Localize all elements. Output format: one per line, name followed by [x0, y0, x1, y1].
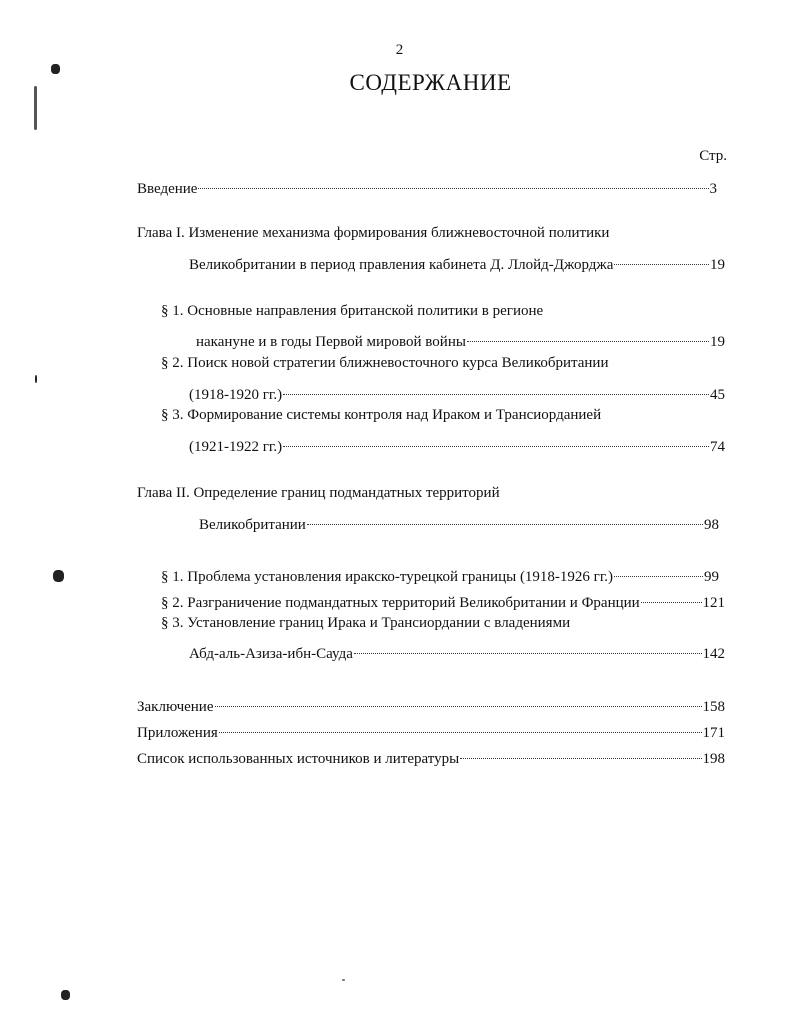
toc-entry-page: 121: [702, 595, 725, 611]
toc-section-1-1-heading: § 1. Основные направления британской политики в регионе: [161, 303, 544, 319]
toc-entry-title: Заключение: [137, 699, 214, 715]
toc-leader: [460, 743, 701, 763]
toc-leader: [354, 638, 702, 658]
toc-entry-section-2-2: [161, 587, 725, 611]
page-column-label: Стр.: [699, 148, 727, 164]
page-number: 2: [395, 42, 404, 58]
toc-leader: [614, 561, 703, 581]
toc-entry-title: (1921-1922 гг.): [189, 439, 283, 455]
toc-section-1-2-heading: § 2. Поиск новой стратегии ближневосточного курса Великобритании: [161, 355, 609, 371]
toc-section-1-3-heading: § 3. Формирование системы контроля над Ираком и Трансиорданией: [161, 407, 602, 423]
scan-speck: [342, 979, 345, 981]
toc-entry-title: Великобритании: [199, 517, 306, 533]
toc-entry-chapter-1: [189, 249, 725, 273]
toc-entry-section-1-3: [189, 431, 725, 455]
toc-entry-page: 3: [709, 181, 717, 197]
toc-entry-page: 19: [710, 257, 725, 273]
toc-entry-chapter-2: [199, 509, 719, 533]
toc-leader: [641, 587, 702, 607]
toc-entry-section-1-1: [196, 326, 725, 350]
toc-entry-title: Великобритании в период правления кабинета Д. Ллойд-Джорджа: [189, 257, 614, 273]
toc-leader: [215, 691, 702, 711]
toc-section-2-3-heading: § 3. Установление границ Ирака и Трансиордании с владениями: [161, 615, 571, 631]
toc-entry-title: Приложения: [137, 725, 218, 741]
toc-entry-page: 142: [702, 646, 725, 662]
toc-chapter-2-heading: Глава II. Определение границ подмандатных территорий: [137, 485, 500, 501]
toc-leader: [219, 717, 702, 737]
toc-entry-page: 98: [704, 517, 719, 533]
toc-entry-title: Введение: [137, 181, 198, 197]
scan-speck: [35, 375, 37, 383]
toc-entry-title: (1918-1920 гг.): [189, 387, 283, 403]
toc-leader: [467, 326, 709, 346]
toc-entry-title: Абд-аль-Азиза-ибн-Сауда: [189, 646, 353, 662]
toc-entry-title: накануне и в годы Первой мировой войны: [196, 334, 466, 350]
toc-entry-sources: [137, 743, 725, 767]
toc-entry-page: 99: [704, 569, 719, 585]
toc-leader: [307, 509, 703, 529]
toc-entry-title: § 2. Разграничение подмандатных территорий Великобритании и Франции: [161, 595, 640, 611]
toc-entry-page: 171: [702, 725, 725, 741]
toc-entry-conclusion: [137, 691, 725, 715]
toc-entry-appendices: [137, 717, 725, 741]
toc-entry-title: Список использованных источников и литературы: [137, 751, 460, 767]
toc-entry-page: 74: [710, 439, 725, 455]
toc-entry-page: 45: [710, 387, 725, 403]
toc-entry-page: 19: [710, 334, 725, 350]
toc-entry-section-1-2: [189, 379, 725, 403]
toc-leader: [283, 431, 709, 451]
toc-leader: [198, 173, 708, 193]
toc-entry-section-2-1: [161, 561, 719, 585]
page-title: СОДЕРЖАНИЕ: [349, 70, 512, 95]
toc-entry-section-2-3: [189, 638, 725, 662]
toc-chapter-1-heading: Глава I. Изменение механизма формирования ближневосточной политики: [137, 225, 610, 241]
toc-leader: [614, 249, 709, 269]
toc-entry-page: 158: [702, 699, 725, 715]
toc-leader: [283, 379, 709, 399]
toc-entry-intro: [137, 173, 717, 197]
toc-entry-page: 198: [702, 751, 725, 767]
toc-entry-title: § 1. Проблема установления иракско-турецкой границы (1918-1926 гг.): [161, 569, 614, 585]
scan-speck: [53, 570, 64, 582]
scan-speck: [61, 990, 70, 1000]
